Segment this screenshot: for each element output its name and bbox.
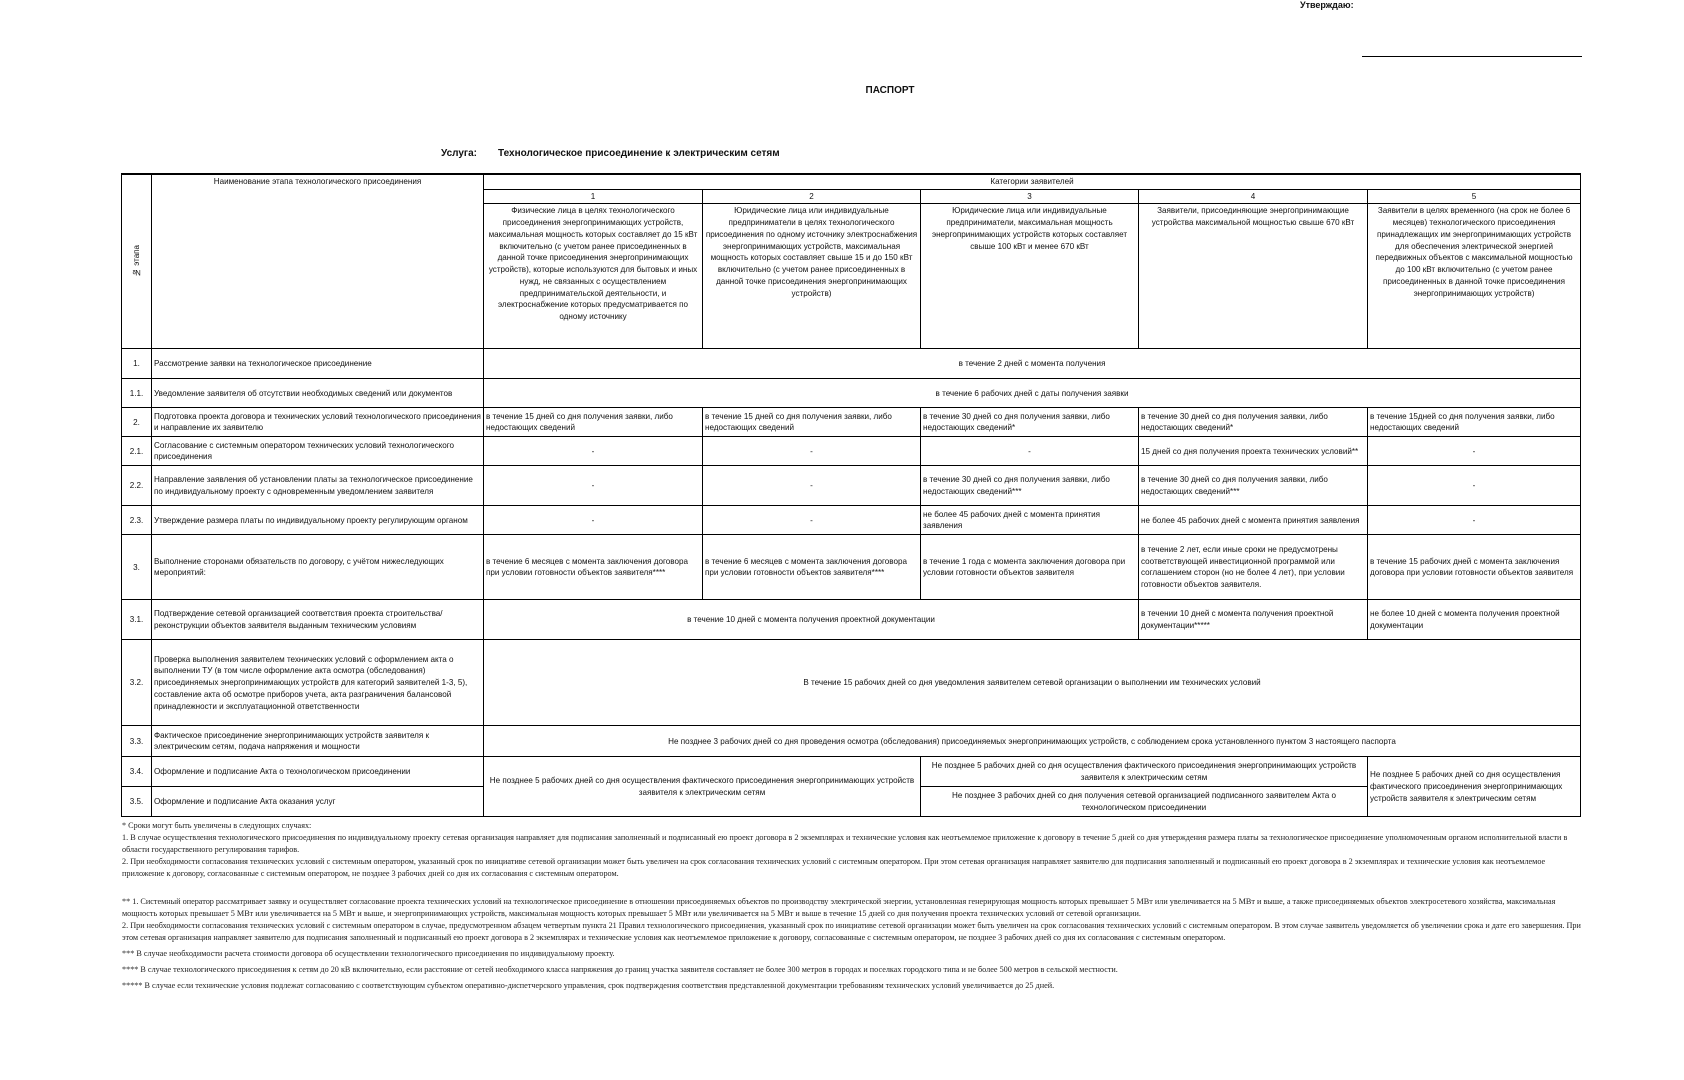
- row-term: Не позднее 5 рабочих дней со дня осуществления фактического присоединения энергопринимающих устройств заявителя к электрическим сетям: [921, 757, 1368, 787]
- service-value: Технологическое присоединение к электрическим сетям: [498, 148, 780, 159]
- row-term: в течение 30 дней со дня получения заявки, либо недостающих сведений***: [1139, 466, 1368, 506]
- footnote: * Сроки могут быть увеличены в следующих случаях:: [122, 821, 312, 830]
- row-name: Направление заявления об установлении платы за технологическое присоединение по индивидуальному проекту с одновременным уведомлением заявителя: [152, 466, 484, 506]
- table-row: [122, 535, 1581, 600]
- table-row: [122, 408, 1581, 437]
- row-term: Не позднее 5 рабочих дней со дня осуществления фактического присоединения энергопринимающих устройств заявителя к электрическим сетям: [484, 757, 921, 817]
- category-num: 1: [484, 189, 703, 204]
- category-num: 5: [1368, 189, 1581, 204]
- table-row: [122, 640, 1581, 726]
- footnotes: [122, 820, 1582, 992]
- row-name: Уведомление заявителя об отсутствии необходимых сведений или документов: [152, 379, 484, 408]
- passport-table: [121, 173, 1581, 817]
- footnote: *** В случае необходимости расчета стоимости договора об осуществлении технологического присоединения по индивидуальному проекту.: [122, 949, 615, 958]
- row-num: 2.2.: [122, 466, 152, 506]
- row-num: 3.1.: [122, 600, 152, 640]
- row-name: Оформление и подписание Акта о технологическом присоединении: [152, 757, 484, 787]
- row-term: -: [1368, 437, 1581, 466]
- row-term: в течение 15 рабочих дней с момента заключения договора при условии готовности объектов заявителя: [1368, 535, 1581, 600]
- row-num: 2.: [122, 408, 152, 437]
- row-num: 3.: [122, 535, 152, 600]
- row-term: в течение 2 лет, если иные сроки не предусмотрены соответствующей инвестиционной программой или соглашением сторон (но не более 4 лет), при условии готовности объектов заявителя.: [1139, 535, 1368, 600]
- row-name: Выполнение сторонами обязательств по договору, с учётом нижеследующих мероприятий:: [152, 535, 484, 600]
- row-term: в течении 10 дней с момента получения проектной документации*****: [1139, 600, 1368, 640]
- row-term: в течение 6 месяцев с момента заключения договора при условии готовности объектов заявителя****: [484, 535, 703, 600]
- row-name: Утверждение размера платы по индивидуальному проекту регулирующим органом: [152, 506, 484, 535]
- row-term: в течение 10 дней с момента получения проектной документации: [484, 600, 1139, 640]
- signature-line: [1362, 56, 1582, 57]
- row-term: не более 10 дней с момента получения проектной документации: [1368, 600, 1581, 640]
- row-name: Подготовка проекта договора и технических условий технологического присоединения и направление их заявителю: [152, 408, 484, 437]
- row-term: в течение 1 года с момента заключения договора при условии готовности объектов заявителя: [921, 535, 1139, 600]
- row-term: -: [484, 437, 703, 466]
- row-num: 3.5.: [122, 787, 152, 817]
- category-desc: Юридические лица или индивидуальные предприниматели в целях технологического присоединения по одному источнику электроснабжения энергопринимающих устройств, максимальная мощность которых составляет свыше 15 и до 150 кВт включительно (с учетом ранее присоединенных в данной точке присоединения энергопринимающих устройств): [703, 204, 921, 349]
- category-num: 2: [703, 189, 921, 204]
- row-term: -: [921, 437, 1139, 466]
- row-term: 15 дней со дня получения проекта технических условий**: [1139, 437, 1368, 466]
- row-term: Не позднее 5 рабочих дней со дня осуществления фактического присоединения энергопринимающих устройств заявителя к электрическим сетям: [1368, 757, 1581, 817]
- approve-label: Утверждаю:: [1300, 0, 1354, 10]
- row-term: в течение 30 дней со дня получения заявки, либо недостающих сведений*: [921, 408, 1139, 437]
- category-desc: Заявители в целях временного (на срок не более 6 месяцев) технологического присоединения принадлежащих им энергопринимающих устройств для обеспечения электрической энергией передвижных объектов с максимальной мощностью до 100 кВт включительно (с учетом ранее присоединенных в данной точке присоединения энергопринимающих устройств): [1368, 204, 1581, 349]
- table-row: [122, 600, 1581, 640]
- row-term: -: [703, 437, 921, 466]
- page-title: ПАСПОРТ: [865, 85, 915, 96]
- row-term: в течение 15дней со дня получения заявки, либо недостающих сведений: [1368, 408, 1581, 437]
- row-term: В течение 15 рабочих дней со дня уведомления заявителем сетевой организации о выполнении им технических условий: [484, 640, 1581, 726]
- row-term: в течение 30 дней со дня получения заявки, либо недостающих сведений*: [1139, 408, 1368, 437]
- row-name: Согласование с системным оператором технических условий технологического присоединения: [152, 437, 484, 466]
- row-term: -: [1368, 466, 1581, 506]
- row-num: 3.2.: [122, 640, 152, 726]
- table-row: [122, 437, 1581, 466]
- row-term: не более 45 рабочих дней с момента принятия заявления: [921, 506, 1139, 535]
- table-row: [122, 726, 1581, 757]
- row-term: в течение 30 дней со дня получения заявки, либо недостающих сведений***: [921, 466, 1139, 506]
- row-name: Проверка выполнения заявителем технических условий с оформлением акта о выполнении ТУ (в том числе оформление акта осмотра (обследования) присоединяемых энергопринимающих устройств для категорий заявителей 1-3, 5), составление акта об осмотре приборов учета, акта разграничения балансовой принадлежности и эксплуатационной ответственности: [152, 640, 484, 726]
- row-num: 3.3.: [122, 726, 152, 757]
- table-row: [122, 466, 1581, 506]
- category-num: 4: [1139, 189, 1368, 204]
- row-name: Фактическое присоединение энергопринимающих устройств заявителя к электрическим сетям, подача напряжения и мощности: [152, 726, 484, 757]
- row-name: Рассмотрение заявки на технологическое присоединение: [152, 349, 484, 379]
- footnote: 2. При необходимости согласования технических условий с системным оператором, указанный срок по инициативе сетевой организации может быть увеличен на срок согласования технических условий с системным оператором. При этом сетевая организация направляет заявителю для подписания заполненный и подписанный ею проект договора в 2 экземплярах и технические условия как неотъемлемое приложение к договору, согласованные с системным оператором, не позднее 3 рабочих дней со дня их согласования с системным оператором.: [122, 857, 1546, 878]
- row-term: Не позднее 3 рабочих дней со дня проведения осмотра (обследования) присоединяемых энергопринимающих устройств, с соблюдением срока установленного пунктом 3 настоящего паспорта: [484, 726, 1581, 757]
- footnote: ***** В случае если технические условия подлежат согласованию с соответствующим субъектом оперативно-диспетчерского управления, срок подтверждения соответствия представленной документации требованиям технических условий увеличивается до 25 дней.: [122, 981, 1055, 990]
- row-name: Подтверждение сетевой организацией соответствия проекта строительства/реконструкции объектов заявителя выданным техническим условиям: [152, 600, 484, 640]
- footnote: 1. В случае осуществления технологического присоединения по индивидуальному проекту сетевая организация направляет для подписания заполненный и подписанный ею проект договора в 2 экземплярах и технические условия как неотъемлемое приложение к договору в течение 5 дней со дня утверждения размера платы за технологическое присоединение уполномоченным органом исполнительной власти в области государственного регулирования тарифов.: [122, 833, 1568, 854]
- table-row: [122, 506, 1581, 535]
- row-num: 2.1.: [122, 437, 152, 466]
- row-term: Не позднее 3 рабочих дней со дня получения сетевой организацией подписанного заявителем Акта о технологическом присоединении: [921, 787, 1368, 817]
- row-term: в течение 15 дней со дня получения заявки, либо недостающих сведений: [703, 408, 921, 437]
- category-num: 3: [921, 189, 1139, 204]
- category-desc: Заявители, присоединяющие энергопринимающие устройства максимальной мощностью свыше 670 кВт: [1139, 204, 1368, 349]
- row-term: в течение 6 рабочих дней с даты получения заявки: [484, 379, 1581, 408]
- row-term: -: [484, 506, 703, 535]
- service-label: Услуга:: [441, 148, 477, 159]
- row-term: -: [703, 506, 921, 535]
- footnote: 2. При необходимости согласования технических условий с системным оператором в случае, предусмотренном абзацем четвертым пункта 21 Правил технологического присоединения, указанный срок по инициативе сетевой организации может быть увеличен на срок согласования технических условий с системным оператором. В этом случае заявитель уведомляется об увеличении срока и дате его завершения. При этом сетевая организация направляет заявителю для подписания заполненный и подписанный ею проект договора в 2 экземплярах и технические условия как неотъемлемое приложение к договору, согласованные с системным оператором, не позднее 3 рабочих дней со дня их согласования с системным оператором.: [122, 921, 1581, 942]
- row-num: 1.1.: [122, 379, 152, 408]
- categories-header: Категории заявителей: [484, 174, 1581, 189]
- row-num: 3.4.: [122, 757, 152, 787]
- row-term: в течение 2 дней с момента получения: [484, 349, 1581, 379]
- table-row: [122, 379, 1581, 408]
- row-term: не более 45 рабочих дней с момента принятия заявления: [1139, 506, 1368, 535]
- col-header-stage: Наименование этапа технологического присоединения: [152, 174, 484, 349]
- row-term: в течение 6 месяцев с момента заключения договора при условии готовности объектов заявителя****: [703, 535, 921, 600]
- footnote: ** 1. Системный оператор рассматривает заявку и осуществляет согласование проекта технических условий на технологическое присоединение в отношении присоединяемых объектов по производству электрической энергии, установленная генерирующая мощность которых превышает 5 МВт или увеличивается на 5 МВт и выше, а также присоединяемых объектов электросетевого хозяйства, максимальная мощность которых превышает 5 МВт или увеличивается на 5 МВт и выше, и энергопринимающих устройств, максимальная мощность которых превышает 5 МВт или увеличивается на 5 МВт и выше в течение 15 дней со дня получения проекта технических условий от сетевой организации.: [122, 897, 1556, 918]
- row-term: в течение 15 дней со дня получения заявки, либо недостающих сведений: [484, 408, 703, 437]
- row-name: Оформление и подписание Акта оказания услуг: [152, 787, 484, 817]
- table-row: [122, 349, 1581, 379]
- row-num: 2.3.: [122, 506, 152, 535]
- col-header-num: № этапа: [122, 174, 152, 349]
- table-row: [122, 757, 1581, 787]
- category-desc: Юридические лица или индивидуальные предприниматели, максимальная мощность энергопринимающих устройств которых составляет свыше 100 кВт и менее 670 кВт: [921, 204, 1139, 349]
- row-term: -: [1368, 506, 1581, 535]
- row-num: 1.: [122, 349, 152, 379]
- footnote: **** В случае технологического присоединения к сетям до 20 кВ включительно, если расстояние от сетей необходимого класса напряжения до границ участка заявителя составляет не более 300 метров в городах и поселках городского типа и не более 500 метров в сельской местности.: [122, 965, 1118, 974]
- row-term: -: [484, 466, 703, 506]
- category-desc: Физические лица в целях технологического присоединения энергопринимающих устройств, максимальная мощность которых составляет до 15 кВт включительно (с учетом ранее присоединенных в данной точке присоединения энергопринимающих устройств), которые используются для бытовых и иных нужд, не связанных с осуществлением предпринимательской деятельности, и электроснабжение которых предусматривается по одному источнику: [484, 204, 703, 349]
- row-term: -: [703, 466, 921, 506]
